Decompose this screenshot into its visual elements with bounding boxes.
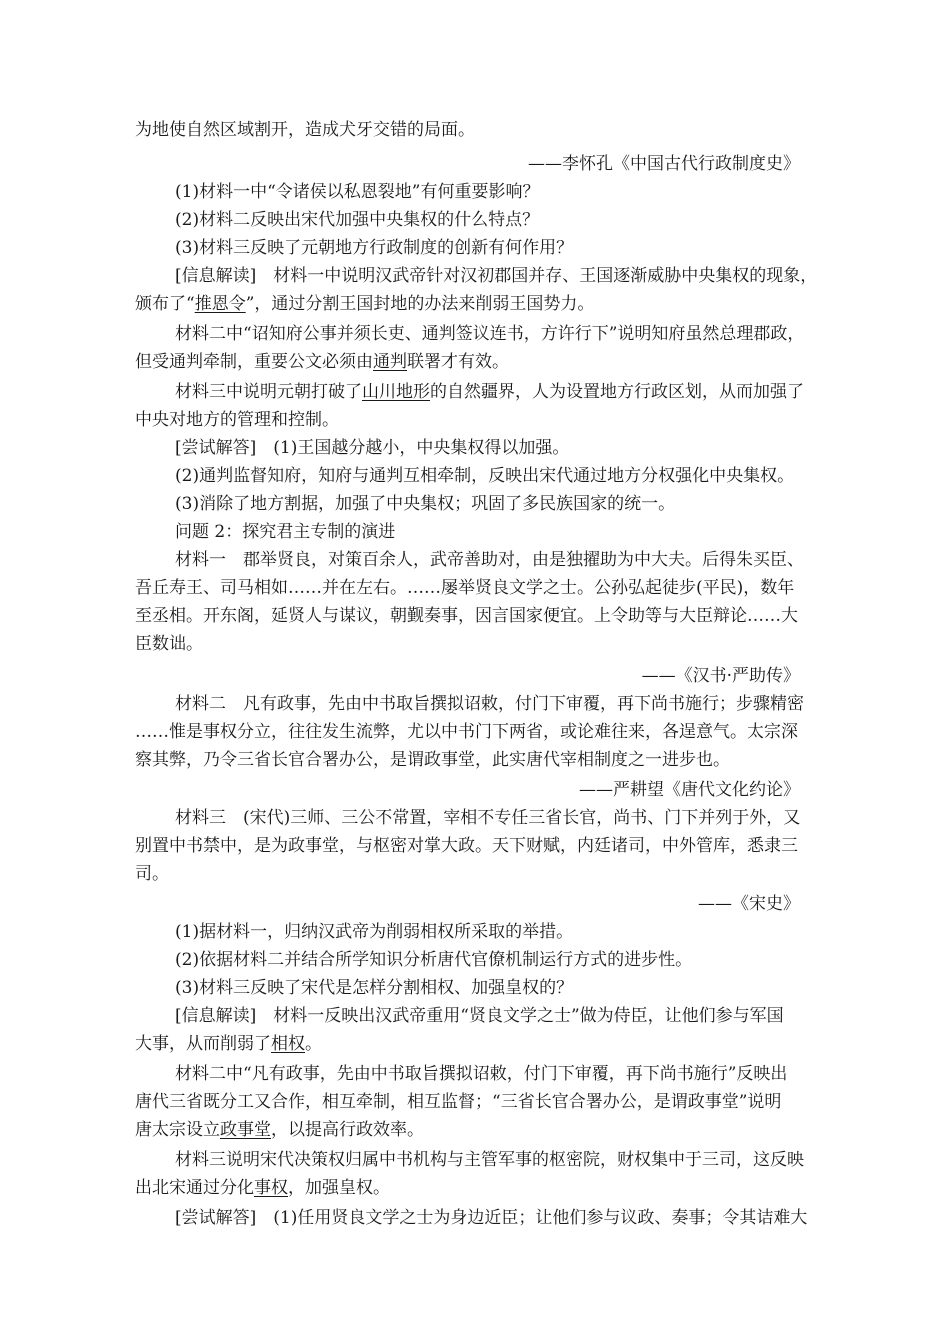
source-citation: ——严耕望《唐代文化约论》 xyxy=(579,780,800,800)
text-line: 出北宋通过分化事权，加强皇权。 xyxy=(135,1178,390,1198)
text-line: 大事，从而削弱了相权。 xyxy=(135,1034,322,1054)
answer-line: [尝试解答] (1)任用贤良文学之士为身边近臣；让他们参与议政、奏事；令其诘难大 xyxy=(175,1208,808,1228)
question-line: (2)依据材料二并结合所学知识分析唐代官僚机制运行方式的进步性。 xyxy=(175,950,693,970)
material-line: 至丞相。开东阁，延贤人与谋议，朝觐奏事，因言国家便宜。上令助等与大臣辩论……大 xyxy=(135,606,798,626)
material-line: 材料二 凡有政事，先由中书取旨撰拟诏敕，付门下审覆，再下尚书施行；步骤精密 xyxy=(175,694,804,714)
material-line: 材料三 (宋代)三师、三公不常置，宰相不专任三省长官，尚书、门下并列于外，又 xyxy=(175,808,801,828)
question-line: (2)材料二反映出宋代加强中央集权的什么特点？ xyxy=(175,210,540,230)
source-citation: ——《宋史》 xyxy=(698,894,800,914)
underlined-term: 事权 xyxy=(254,1178,288,1198)
underlined-term: 政事堂 xyxy=(220,1120,271,1140)
underlined-term: 相权 xyxy=(271,1034,305,1054)
question-line: (3)材料三反映了宋代是怎样分割相权、加强皇权的？ xyxy=(175,978,574,998)
text-line: 材料二中“诏知府公事并须长吏、通判签议连书，方许行下”说明知府虽然总理郡政， xyxy=(175,324,805,344)
material-line: ……惟是事权分立，往往发生流弊，尤以中书门下两省，或论难往来，各逞意气。太宗深 xyxy=(135,722,798,742)
text-line: 材料三中说明元朝打破了山川地形的自然疆界，人为设置地方行政区划，从而加强了 xyxy=(175,382,804,402)
text-line: 中央对地方的管理和控制。 xyxy=(135,410,339,430)
underlined-term: 山川地形 xyxy=(362,382,430,402)
text-line: 为地使自然区域割开，造成犬牙交错的局面。 xyxy=(135,120,475,140)
underlined-term: 推恩令 xyxy=(194,294,246,314)
text-line: [信息解读] 材料一中说明汉武帝针对汉初郡国并存、王国逐渐威胁中央集权的现象， xyxy=(175,266,818,286)
material-line: 吾丘寿王、司马相如……并在左右。……屡举贤良文学之士。公孙弘起徒步(平民)，数年 xyxy=(135,578,795,598)
material-line: 司。 xyxy=(135,864,169,884)
material-line: 别置中书禁中，是为政事堂，与枢密对掌大政。天下财赋，内廷诸司，中外管库，悉隶三 xyxy=(135,836,798,856)
text-line: 但受通判牵制，重要公文必须由通判联署才有效。 xyxy=(135,352,509,372)
answer-line: (2)通判监督知府，知府与通判互相牵制，反映出宋代通过地方分权强化中央集权。 xyxy=(175,466,795,486)
section-heading: 问题 2：探究君主专制的演进 xyxy=(175,522,396,542)
text-line: 材料二中“凡有政事，先由中书取旨撰拟诏敕，付门下审覆，再下尚书施行”反映出 xyxy=(175,1064,788,1084)
question-line: (1)据材料一，归纳汉武帝为削弱相权所采取的举措。 xyxy=(175,922,574,942)
material-line: 察其弊，乃令三省长官合署办公，是谓政事堂，此实唐代宰相制度之一进步也。 xyxy=(135,750,730,770)
text-line: 唐太宗设立政事堂，以提高行政效率。 xyxy=(135,1120,424,1140)
material-line: 材料一 郡举贤良，对策百余人，武帝善助对，由是独擢助为中大夫。后得朱买臣、 xyxy=(175,550,804,570)
question-line: (1)材料一中“令诸侯以私恩裂地”有何重要影响？ xyxy=(175,182,540,202)
text-line: 颁布了“推恩令”，通过分割王国封地的办法来削弱王国势力。 xyxy=(135,294,595,314)
text-line: 唐代三省既分工又合作，相互牵制，相互监督；“三省长官合署办公，是谓政事堂”说明 xyxy=(135,1092,782,1112)
answer-line: (3)消除了地方割据，加强了中央集权；巩固了多民族国家的统一。 xyxy=(175,494,676,514)
answer-line: [尝试解答] (1)王国越分越小，中央集权得以加强。 xyxy=(175,438,570,458)
text-line: 材料三说明宋代决策权归属中书机构与主管军事的枢密院，财权集中于三司，这反映 xyxy=(175,1150,804,1170)
material-line: 臣数诎。 xyxy=(135,634,203,654)
source-citation: ——李怀孔《中国古代行政制度史》 xyxy=(528,154,800,174)
question-line: (3)材料三反映了元朝地方行政制度的创新有何作用？ xyxy=(175,238,574,258)
source-citation: ——《汉书·严助传》 xyxy=(641,666,800,686)
underlined-term: 通判 xyxy=(373,352,407,372)
text-line: [信息解读] 材料一反映出汉武帝重用“贤良文学之士”做为侍臣，让他们参与军国 xyxy=(175,1006,784,1026)
